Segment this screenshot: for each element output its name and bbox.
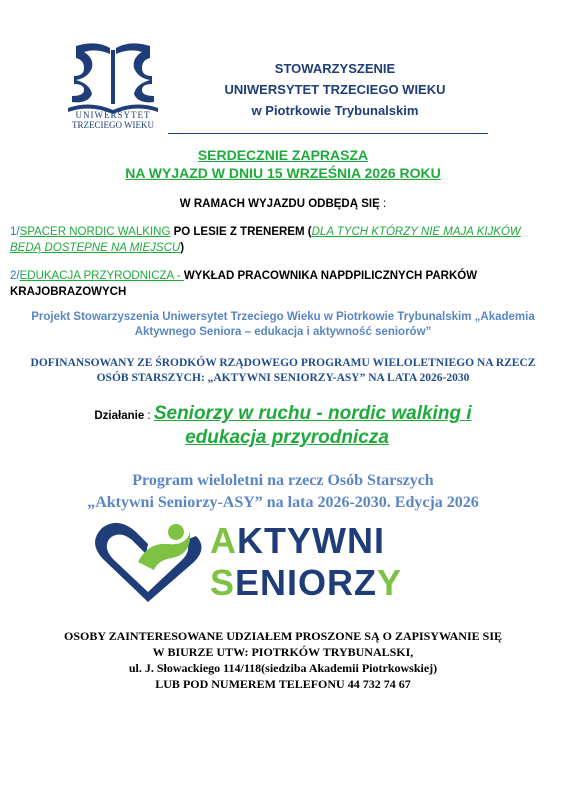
contact-info: [0, 628, 566, 692]
action-title-line2: edukacja przyrodnicza: [185, 427, 389, 448]
plan-heading: [0, 198, 566, 210]
project-description: Projekt Stowarzyszenia Uniwersytet Trzeciego Wieku w Piotrkowie Trybunalskim „Akademia Aktywnego Seniora – edukacja i aktywność seniorów”: [31, 311, 535, 338]
plan-heading-colon: :: [382, 198, 387, 210]
org-line2: UNIWERSYTET TRZECIEGO WIEKU: [224, 82, 446, 97]
brand-wordmark: [210, 520, 490, 604]
logo-text-line2: TRZECIEGO WIEKU: [71, 120, 155, 130]
invite-line1: SERDECZNIE ZAPRASZA: [197, 147, 369, 163]
header-divider: [168, 133, 488, 134]
action-colon: :: [144, 410, 154, 422]
item1-highlight: SPACER NORDIC WALKING: [19, 226, 171, 238]
org-line3: w Piotrkowie Trybunalskim: [251, 103, 419, 118]
invite-line2: NA WYJAZD W DNIU 15 WRZEŚNIA 2026 ROKU: [125, 165, 441, 181]
program-text: [0, 470, 566, 514]
brand-s: S: [210, 562, 236, 603]
item2-number: 2/: [10, 270, 20, 282]
item1-number: 1/: [10, 226, 20, 238]
heart-figure-icon: [88, 518, 218, 606]
brand-line2: [210, 562, 490, 604]
item2-rest: WYKŁAD PRACOWNIKA NAPDPILICZNYCH PARKÓW KRAJOBRAZOWYCH: [10, 270, 478, 298]
action-title-line1: Seniorzy w ruchu - nordic walking i: [153, 403, 472, 424]
plan-heading-text: W RAMACH WYJAZDU ODBĘDĄ SIĘ: [179, 198, 380, 210]
logo-text-line1: UNIWERSYTET: [75, 110, 151, 120]
invite-heading: [0, 146, 566, 182]
contact-line4: LUB POD NUMEREM TELEFONU 44 732 74 67: [155, 677, 411, 691]
brand-y: Y: [377, 562, 403, 603]
contact-line1: OSOBY ZAINTERESOWANE UDZIAŁEM PROSZONE SĄ O ZAPISYWANIE SIĘ: [64, 629, 502, 643]
cofinance-text: DOFINANSOWANY ZE ŚRODKÓW RZĄDOWEGO PROGRAMU WIELOLETNIEGO NA RZECZ OSÓB STARSZYCH: „AKTYWNI SENIORZY-ASY” NA LATA 2026-2030: [30, 357, 536, 384]
item1-close: ): [180, 242, 185, 254]
organization-name: [180, 58, 490, 121]
action-section: [0, 402, 566, 450]
program-item-1: [10, 224, 550, 256]
contact-line2: W BIURZE UTW: PIOTRKÓW TRYBUNALSKI,: [152, 645, 414, 659]
brand-eniorz: ENIORZ: [235, 562, 378, 603]
item1-rest: PO LESIE Z TRENEREM (: [170, 226, 312, 238]
program-line1: Program wieloletni na rzecz Osób Starszych: [132, 472, 434, 489]
utw-logo: [58, 38, 168, 138]
contact-line3: ul. J. Słowackiego 114/118(siedziba Akademii Piotrkowskiej): [128, 661, 438, 675]
brand-line1: [210, 520, 490, 562]
brand-a: A: [210, 520, 237, 561]
brand-ktywni: KTYWNI: [237, 520, 385, 561]
action-label: Działanie: [94, 410, 145, 422]
program-item-2: [10, 268, 550, 300]
item1-note: DLA TYCH KTÓRZY NIE MAJA KIJKÓW BĘDĄ DOSTEPNE NA MIEJSCU: [10, 226, 521, 254]
item2-highlight: EDUKACJA PRZYRODNICZA -: [19, 270, 184, 282]
org-line1: STOWARZYSZENIE: [274, 61, 396, 76]
program-line2: „Aktywni Seniorzy-ASY” na lata 2026-2030. Edycja 2026: [87, 494, 479, 511]
